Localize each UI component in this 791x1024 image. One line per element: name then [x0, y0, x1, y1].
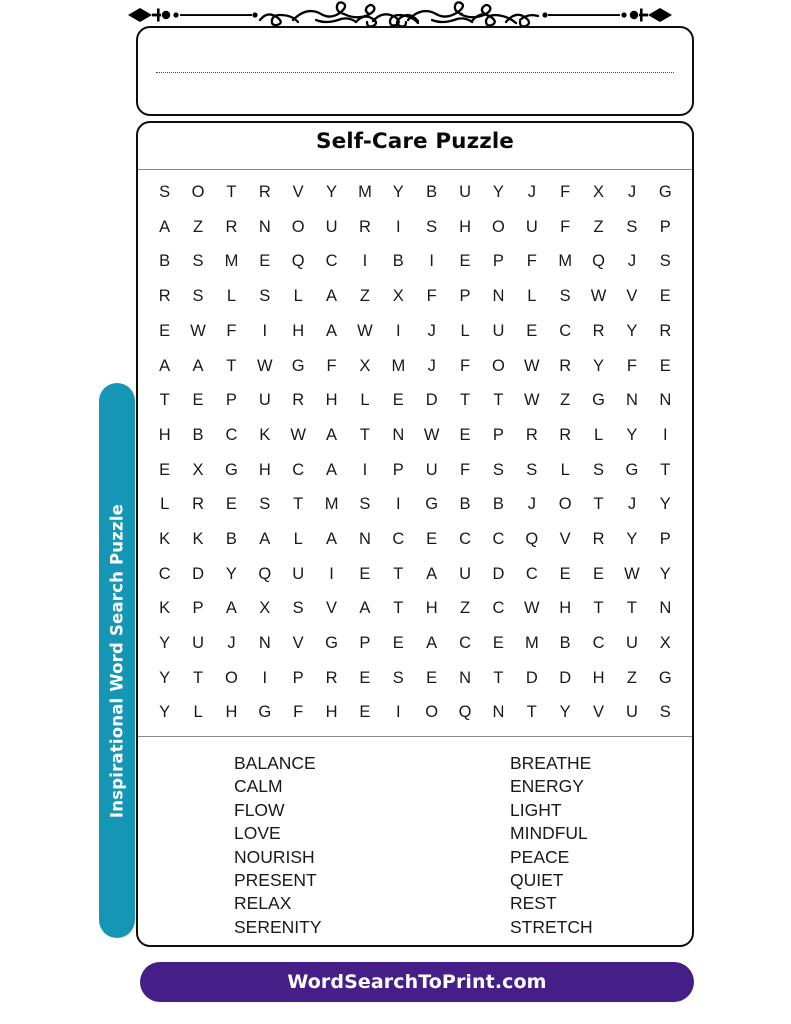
grid-cell[interactable]: E — [659, 287, 671, 306]
word-list-item: CALM — [234, 776, 283, 797]
grid-cell[interactable]: K — [159, 599, 171, 618]
grid-cell[interactable]: I — [362, 252, 368, 271]
grid-cell[interactable]: U — [425, 460, 438, 479]
grid-cell[interactable]: C — [492, 529, 505, 548]
grid-cell[interactable]: Y — [593, 356, 605, 375]
grid-cell[interactable]: C — [225, 425, 238, 444]
grid-cell[interactable]: P — [292, 668, 304, 687]
grid-cell[interactable]: J — [427, 356, 436, 375]
grid-cell[interactable]: X — [192, 460, 204, 479]
grid-cell[interactable]: H — [292, 321, 305, 340]
grid-cell[interactable]: F — [226, 321, 237, 340]
grid-cell[interactable]: T — [593, 599, 604, 618]
grid-cell[interactable]: W — [423, 425, 440, 444]
grid-cell[interactable]: F — [426, 287, 437, 306]
grid-cell[interactable]: R — [258, 183, 271, 202]
grid-cell[interactable]: D — [492, 564, 505, 583]
grid-cell[interactable]: H — [325, 391, 338, 410]
grid-cell[interactable]: N — [659, 391, 672, 410]
grid-cell[interactable]: S — [192, 287, 204, 306]
grid-cell[interactable]: E — [459, 425, 471, 444]
grid-cell[interactable]: V — [626, 287, 638, 306]
grid-cell[interactable]: U — [325, 217, 338, 236]
grid-cell[interactable]: S — [292, 599, 304, 618]
word-list-item: NOURISH — [234, 846, 315, 867]
grid-cell[interactable]: Y — [492, 183, 504, 202]
grid-cell[interactable]: G — [592, 391, 605, 410]
grid-cell[interactable]: O — [492, 356, 505, 375]
grid-cell[interactable]: R — [325, 668, 338, 687]
grid-cell[interactable]: R — [225, 217, 238, 236]
grid-cell[interactable]: S — [392, 668, 404, 687]
grid-cell[interactable]: M — [324, 495, 339, 514]
grid-cell[interactable]: Y — [159, 668, 171, 687]
grid-cell[interactable]: A — [225, 599, 237, 618]
grid-cell[interactable]: C — [459, 529, 472, 548]
grid-cell[interactable]: W — [524, 356, 540, 375]
footer-banner[interactable] — [140, 962, 694, 1002]
grid-cell[interactable]: E — [459, 252, 471, 271]
grid-cell[interactable]: U — [459, 564, 472, 583]
footer-website-label: WordSearchToPrint.com — [287, 971, 547, 993]
grid-cell[interactable]: I — [362, 460, 368, 479]
grid-cell[interactable]: M — [391, 356, 406, 375]
grid-cell[interactable]: W — [257, 356, 273, 375]
grid-cell[interactable]: H — [592, 668, 605, 687]
grid-cell[interactable]: L — [193, 703, 203, 722]
grid-cell[interactable]: H — [325, 703, 338, 722]
grid-cell[interactable]: T — [226, 356, 237, 375]
grid-cell[interactable]: E — [526, 321, 538, 340]
word-list-item: LIGHT — [510, 799, 562, 820]
grid-cell[interactable]: U — [292, 564, 305, 583]
grid-cell[interactable]: L — [593, 425, 604, 444]
grid-cell[interactable]: Y — [626, 529, 638, 548]
word-list-item: QUIET — [510, 870, 564, 891]
grid-cell[interactable]: B — [225, 529, 237, 548]
grid-cell[interactable]: E — [359, 703, 371, 722]
grid-cell[interactable]: E — [392, 634, 404, 653]
grid-cell[interactable]: U — [192, 634, 205, 653]
grid-cell[interactable]: C — [158, 564, 171, 583]
grid-cell[interactable]: J — [627, 183, 637, 202]
grid-cell[interactable]: H — [258, 460, 271, 479]
grid-cell[interactable]: B — [392, 252, 404, 271]
grid-cell[interactable]: K — [192, 529, 204, 548]
grid-cell[interactable]: Z — [560, 391, 571, 410]
grid-cell[interactable]: L — [293, 287, 303, 306]
grid-cell[interactable]: C — [592, 634, 605, 653]
grid-cell[interactable]: H — [459, 217, 472, 236]
grid-cell[interactable]: O — [291, 217, 305, 236]
grid-cell[interactable]: S — [192, 252, 204, 271]
grid-cell[interactable]: S — [259, 495, 271, 514]
side-tab-banner — [99, 383, 135, 938]
grid-cell[interactable]: W — [357, 321, 373, 340]
grid-cell[interactable]: E — [159, 460, 171, 479]
grid-cell[interactable]: S — [659, 252, 671, 271]
grid-cell[interactable]: W — [590, 287, 607, 306]
name-write-in-box[interactable] — [136, 26, 694, 116]
grid-cell[interactable]: N — [625, 391, 638, 410]
grid-cell[interactable]: Z — [359, 287, 370, 306]
grid-cell[interactable]: X — [259, 599, 271, 618]
grid-cell[interactable]: S — [559, 287, 571, 306]
grid-cell[interactable]: V — [292, 183, 304, 202]
page-title: Self-Care Puzzle — [316, 129, 514, 154]
grid-cell[interactable]: V — [326, 599, 338, 618]
grid-cell[interactable]: X — [593, 183, 605, 202]
grid-cell[interactable]: E — [225, 495, 237, 514]
grid-cell[interactable]: E — [359, 668, 371, 687]
grid-cell[interactable]: O — [558, 495, 572, 514]
grid-cell[interactable]: A — [259, 529, 271, 548]
grid-cell[interactable]: Z — [626, 668, 637, 687]
grid-cell[interactable]: A — [326, 287, 338, 306]
grid-cell[interactable]: J — [627, 495, 637, 514]
grid-cell[interactable]: T — [293, 495, 304, 514]
grid-cell[interactable]: J — [427, 321, 436, 340]
grid-cell[interactable]: I — [262, 668, 268, 687]
grid-cell[interactable]: E — [192, 391, 204, 410]
grid-cell[interactable]: S — [426, 217, 438, 236]
grid-cell[interactable]: R — [659, 321, 672, 340]
grid-cell[interactable]: R — [292, 391, 305, 410]
grid-cell[interactable]: D — [192, 564, 205, 583]
word-list-column-left — [234, 752, 463, 945]
grid-cell[interactable]: E — [159, 321, 171, 340]
grid-cell[interactable]: G — [425, 495, 439, 514]
grid-cell[interactable]: N — [459, 668, 472, 687]
grid-cell[interactable]: Z — [193, 217, 204, 236]
grid-cell[interactable]: R — [192, 495, 205, 514]
grid-cell[interactable]: V — [292, 634, 304, 653]
grid-cell[interactable]: G — [658, 183, 672, 202]
grid-cell[interactable]: W — [524, 599, 540, 618]
grid-cell[interactable]: R — [592, 321, 605, 340]
grid-cell[interactable]: U — [625, 634, 638, 653]
grid-cell[interactable]: S — [626, 217, 638, 236]
grid-cell[interactable]: G — [291, 356, 305, 375]
grid-cell[interactable]: S — [526, 460, 538, 479]
grid-cell[interactable]: T — [226, 183, 237, 202]
grid-cell[interactable]: V — [593, 703, 605, 722]
grid-cell[interactable]: Y — [659, 564, 671, 583]
grid-cell[interactable]: X — [359, 356, 371, 375]
grid-cell[interactable]: B — [559, 634, 571, 653]
word-list-item: LOVE — [234, 823, 281, 844]
grid-cell[interactable]: L — [293, 529, 303, 548]
grid-cell[interactable]: F — [560, 183, 571, 202]
grid-cell[interactable]: T — [359, 425, 370, 444]
grid-cell[interactable]: C — [459, 634, 472, 653]
grid-cell[interactable]: I — [329, 564, 334, 583]
write-in-line — [156, 72, 674, 73]
grid-cell[interactable]: E — [426, 668, 438, 687]
grid-cell[interactable]: W — [524, 391, 540, 410]
word-list-column-right — [463, 752, 692, 945]
grid-cell[interactable]: S — [259, 287, 271, 306]
grid-cell[interactable]: J — [527, 183, 536, 202]
grid-cell[interactable]: T — [393, 564, 404, 583]
grid-cell[interactable]: I — [396, 703, 401, 722]
grid-cell[interactable]: T — [526, 703, 537, 722]
grid-cell[interactable]: N — [258, 634, 271, 653]
grid-cell[interactable]: F — [293, 703, 304, 722]
grid-cell[interactable]: L — [460, 321, 470, 340]
word-list-item: BALANCE — [234, 753, 316, 773]
grid-cell[interactable]: P — [392, 460, 404, 479]
grid-cell[interactable]: F — [460, 356, 471, 375]
grid-cell[interactable]: A — [326, 460, 338, 479]
grid-cell[interactable]: O — [191, 183, 205, 202]
grid-cell[interactable]: N — [258, 217, 271, 236]
grid-cell[interactable]: Q — [258, 564, 272, 583]
grid-cell[interactable]: B — [492, 495, 504, 514]
grid-cell[interactable]: I — [396, 495, 401, 514]
grid-cell[interactable]: Y — [626, 425, 638, 444]
grid-cell[interactable]: U — [492, 321, 505, 340]
grid-cell[interactable]: M — [224, 252, 239, 271]
grid-cell[interactable]: M — [358, 183, 372, 202]
grid-cell[interactable]: T — [460, 391, 471, 410]
title-divider — [138, 169, 692, 170]
grid-cell[interactable]: G — [625, 460, 639, 479]
grid-cell[interactable]: C — [392, 529, 405, 548]
grid-cell[interactable]: H — [559, 599, 572, 618]
grid-cell[interactable]: U — [625, 703, 638, 722]
grid-cell[interactable]: Q — [592, 252, 605, 271]
grid-cell[interactable]: R — [525, 425, 538, 444]
grid-cell[interactable]: E — [659, 356, 671, 375]
grid-cell[interactable]: N — [492, 703, 505, 722]
grid-cell[interactable]: E — [392, 391, 404, 410]
grid-cell[interactable]: U — [525, 217, 538, 236]
grid-cell[interactable]: N — [358, 529, 371, 548]
grid-cell[interactable]: F — [526, 252, 537, 271]
grid-cell[interactable]: A — [192, 356, 204, 375]
grid-cell[interactable]: R — [158, 287, 171, 306]
grid-cell[interactable]: A — [159, 217, 171, 236]
grid-cell[interactable]: G — [658, 668, 672, 687]
grid-cell[interactable]: H — [158, 425, 171, 444]
grid-cell[interactable]: B — [426, 183, 438, 202]
grid-cell[interactable]: B — [159, 252, 171, 271]
grid-cell[interactable]: I — [396, 217, 401, 236]
grid-cell[interactable]: D — [559, 668, 572, 687]
grid-cell[interactable]: J — [527, 495, 536, 514]
grid-cell[interactable]: S — [359, 495, 371, 514]
puzzle-card — [136, 121, 694, 947]
grid-cell[interactable]: B — [459, 495, 471, 514]
grid-cell[interactable]: W — [290, 425, 306, 444]
grid-cell[interactable]: E — [359, 564, 371, 583]
grid-cell[interactable]: T — [159, 391, 170, 410]
grid-cell[interactable]: W — [624, 564, 640, 583]
grid-cell[interactable]: Q — [291, 252, 305, 271]
grid-cell[interactable]: H — [425, 599, 438, 618]
grid-cell[interactable]: E — [426, 529, 438, 548]
grid-cell[interactable]: X — [392, 287, 404, 306]
grid-cell[interactable]: C — [292, 460, 305, 479]
grid-cell[interactable]: I — [262, 321, 268, 340]
grid-cell[interactable]: F — [460, 460, 471, 479]
word-list-item: REST — [510, 893, 557, 914]
word-list-item: MINDFUL — [510, 823, 588, 844]
grid-cell[interactable]: J — [627, 252, 637, 271]
grid-cell[interactable]: Y — [659, 495, 671, 514]
grid-cell[interactable]: T — [660, 460, 671, 479]
grid-cell[interactable]: A — [326, 425, 338, 444]
grid-cell[interactable]: L — [527, 287, 537, 306]
grid-cell[interactable]: P — [492, 425, 504, 444]
grid-cell[interactable]: N — [492, 287, 505, 306]
grid-cell[interactable]: A — [359, 599, 371, 618]
word-list-divider — [138, 736, 692, 737]
word-list-item: SERENITY — [234, 916, 322, 937]
grid-cell[interactable]: D — [425, 391, 438, 410]
grid-cell[interactable]: S — [593, 460, 605, 479]
grid-cell[interactable]: F — [326, 356, 337, 375]
grid-cell[interactable]: Z — [460, 599, 471, 618]
grid-cell[interactable]: E — [593, 564, 605, 583]
word-list-item: PEACE — [510, 846, 570, 867]
grid-cell[interactable]: T — [393, 599, 404, 618]
grid-cell[interactable]: C — [525, 564, 538, 583]
grid-cell[interactable]: T — [493, 668, 504, 687]
grid-cell[interactable]: M — [558, 252, 573, 271]
grid-cell[interactable]: P — [359, 634, 371, 653]
word-list — [138, 752, 692, 945]
grid-cell[interactable]: G — [258, 703, 272, 722]
grid-cell[interactable]: L — [160, 495, 170, 514]
word-list-item: RELAX — [234, 893, 292, 914]
grid-cell[interactable]: U — [258, 391, 271, 410]
grid-cell[interactable]: O — [225, 668, 238, 687]
grid-cell[interactable]: J — [227, 634, 236, 653]
grid-cell[interactable]: P — [192, 599, 204, 618]
grid-cell[interactable]: X — [659, 634, 671, 653]
grid-cell[interactable]: E — [492, 634, 504, 653]
side-tab-label: Inspirational Word Search Puzzle — [107, 503, 127, 818]
grid-cell[interactable]: I — [396, 321, 401, 340]
grid-cell[interactable]: G — [225, 460, 238, 479]
grid-cell[interactable]: S — [159, 183, 171, 202]
grid-cell[interactable]: K — [259, 425, 271, 444]
grid-cell[interactable]: E — [559, 564, 571, 583]
grid-cell[interactable]: E — [259, 252, 271, 271]
grid-cell[interactable]: Q — [458, 703, 472, 722]
grid-cell[interactable]: Y — [225, 564, 237, 583]
grid-cell[interactable]: C — [559, 321, 572, 340]
grid-cell[interactable]: F — [626, 356, 637, 375]
word-list-item: PRESENT — [234, 870, 317, 891]
grid-cell[interactable]: T — [193, 668, 204, 687]
grid-cell[interactable]: S — [492, 460, 504, 479]
grid-cell[interactable]: C — [325, 252, 338, 271]
grid-cell[interactable]: R — [559, 356, 572, 375]
grid-cell[interactable]: P — [459, 287, 471, 306]
grid-cell[interactable]: M — [524, 634, 539, 653]
grid-cell[interactable]: I — [663, 425, 668, 444]
grid-cell[interactable]: A — [326, 321, 338, 340]
grid-cell[interactable]: O — [492, 217, 505, 236]
grid-cell[interactable]: D — [525, 668, 538, 687]
grid-cell[interactable]: T — [593, 495, 604, 514]
grid-cell[interactable]: Y — [559, 703, 571, 722]
grid-cell[interactable]: R — [559, 425, 572, 444]
grid-cell[interactable]: U — [459, 183, 472, 202]
grid-cell[interactable]: G — [325, 634, 338, 653]
word-list-item: STRETCH — [510, 916, 593, 937]
grid-cell[interactable]: L — [226, 287, 237, 306]
word-list-item: FLOW — [234, 799, 285, 820]
grid-cell[interactable]: K — [159, 529, 171, 548]
grid-cell[interactable]: T — [626, 599, 637, 618]
word-search-grid[interactable] — [148, 175, 682, 730]
word-list-item: ENERGY — [510, 776, 584, 797]
grid-cell[interactable]: Z — [593, 217, 604, 236]
grid-cell[interactable]: T — [493, 391, 504, 410]
grid-cell[interactable]: C — [492, 599, 505, 618]
grid-cell[interactable]: I — [429, 252, 434, 271]
grid-cell[interactable]: B — [192, 425, 204, 444]
grid-cell[interactable]: P — [225, 391, 237, 410]
grid-cell[interactable]: P — [492, 252, 504, 271]
grid-cell[interactable]: Y — [626, 321, 638, 340]
grid-cell[interactable]: O — [425, 703, 439, 722]
grid-cell[interactable]: R — [358, 217, 371, 236]
grid-cell[interactable]: W — [190, 321, 206, 340]
grid-cell[interactable]: A — [426, 634, 438, 653]
grid-cell[interactable]: Y — [159, 634, 171, 653]
grid-cell[interactable]: P — [659, 217, 671, 236]
grid-cell[interactable]: P — [659, 529, 671, 548]
grid-cell[interactable]: Y — [326, 183, 338, 202]
grid-cell[interactable]: S — [659, 703, 671, 722]
grid-cell[interactable]: N — [659, 599, 672, 618]
word-list-item: BREATHE — [510, 753, 592, 773]
grid-cell[interactable]: Y — [392, 183, 404, 202]
grid-cell[interactable]: A — [426, 564, 438, 583]
grid-cell[interactable]: H — [225, 703, 238, 722]
grid-cell[interactable]: F — [560, 217, 571, 236]
grid-cell[interactable]: R — [592, 529, 605, 548]
grid-cell[interactable]: N — [392, 425, 405, 444]
grid-cell[interactable]: L — [360, 391, 370, 410]
grid-cell[interactable]: Q — [525, 529, 539, 548]
grid-cell[interactable]: Y — [159, 703, 171, 722]
grid-cell[interactable]: V — [559, 529, 571, 548]
grid-cell[interactable]: A — [159, 356, 171, 375]
grid-cell[interactable]: A — [326, 529, 338, 548]
grid-cell[interactable]: L — [560, 460, 570, 479]
